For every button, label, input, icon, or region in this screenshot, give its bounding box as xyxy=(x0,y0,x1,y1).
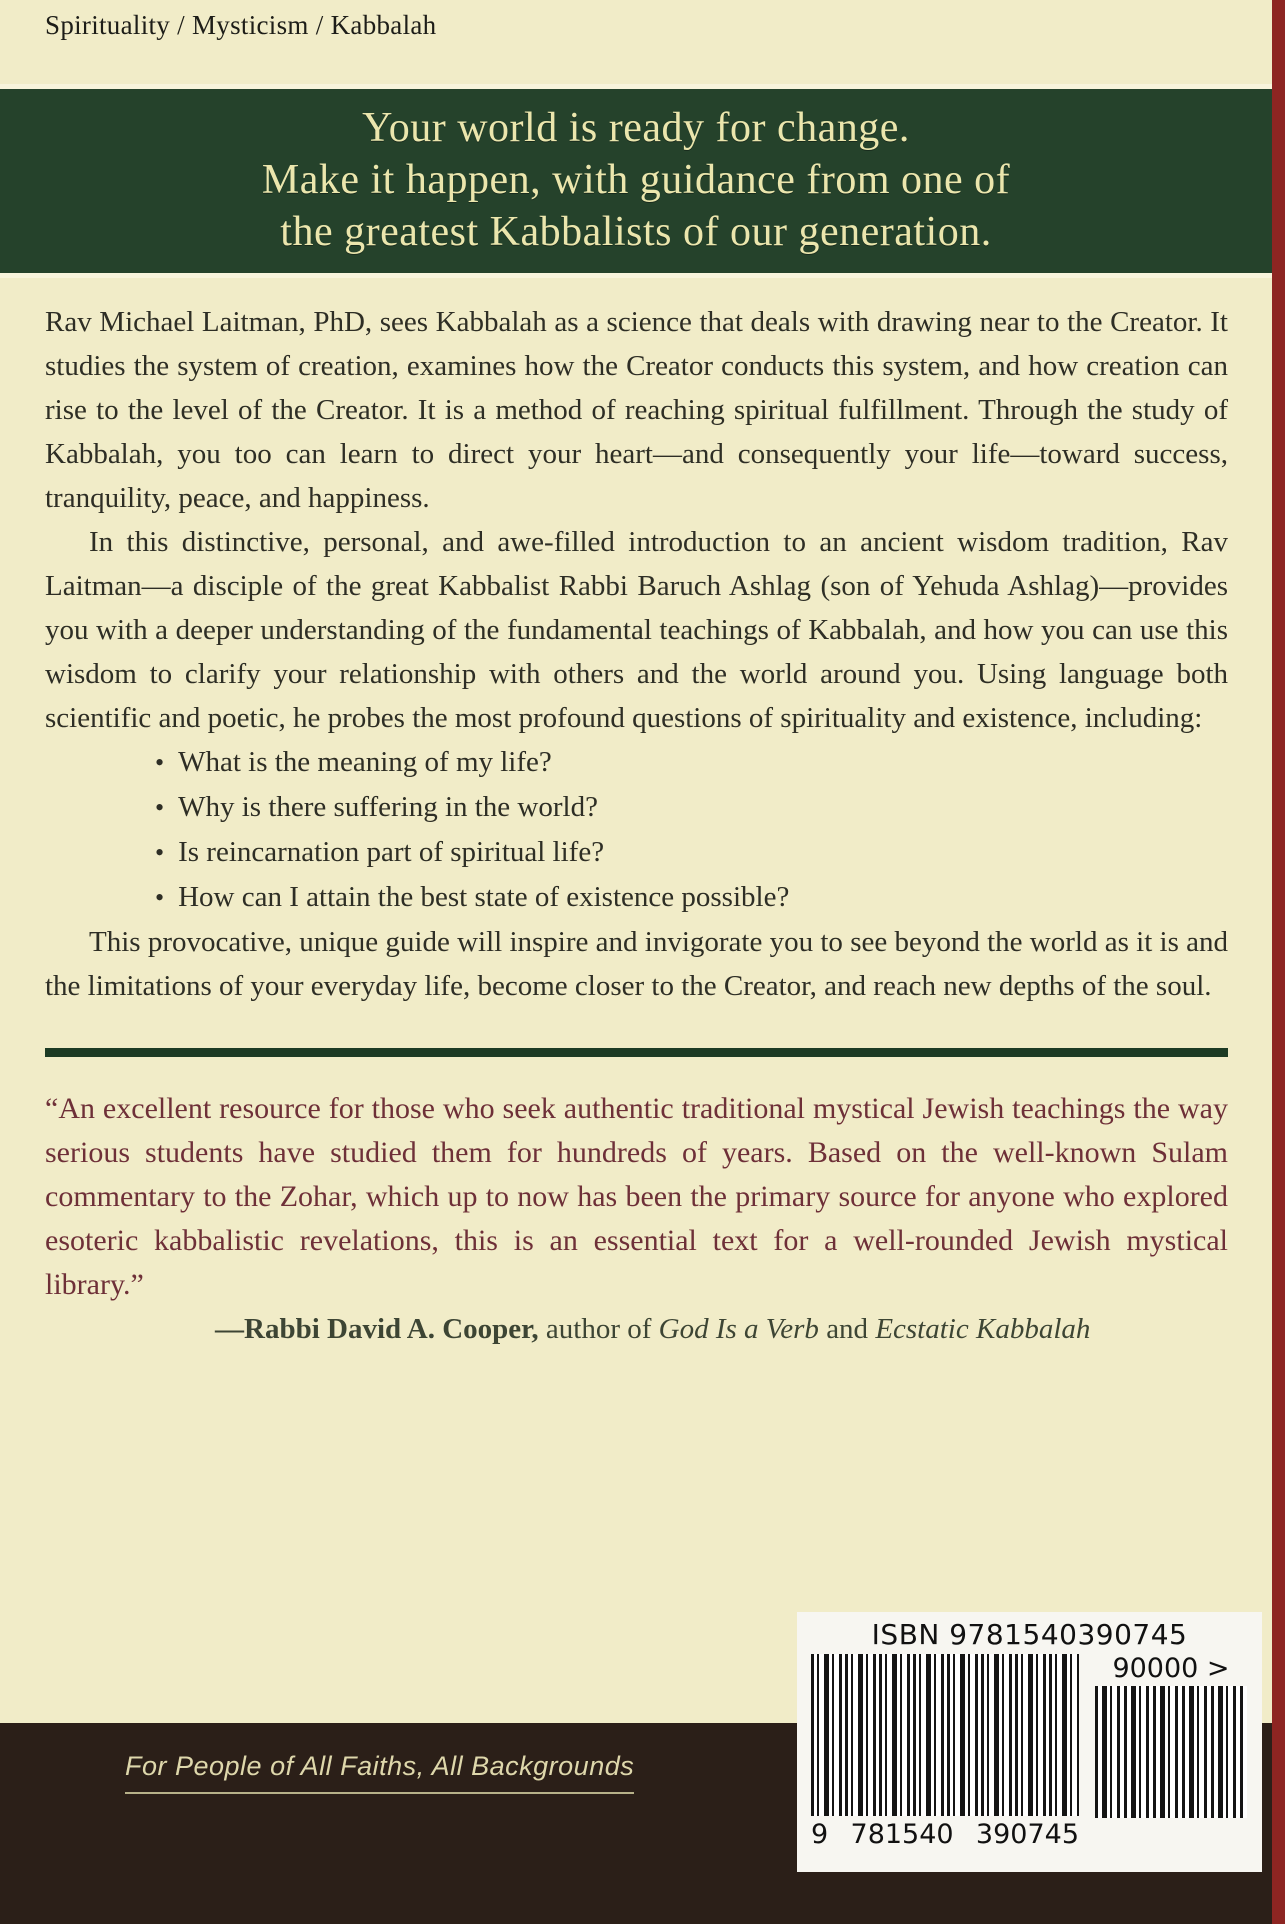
bullet-icon: • xyxy=(155,793,165,822)
reviewer-name: —Rabbi David A. Cooper, xyxy=(215,1313,539,1345)
reviewer-book-title-2: Ecstatic Kabbalah xyxy=(875,1313,1091,1345)
attribution-and: and xyxy=(818,1313,876,1345)
headline-line-1: Your world is ready for change. xyxy=(362,105,910,151)
barcode-bars-icon xyxy=(811,1654,1079,1816)
headline-line-3: the greatest Kabbalists of our generation. xyxy=(280,209,992,255)
headline-banner xyxy=(0,84,1272,278)
question-list xyxy=(45,740,1228,920)
headline-line-2: Make it happen, with guidance from one of xyxy=(261,157,1011,203)
isbn-number: ISBN 9781540390745 xyxy=(871,1618,1188,1651)
section-divider xyxy=(45,1048,1228,1057)
question-item xyxy=(155,830,1228,875)
description-closing-paragraph: This provocative, unique guide will inspire and invigorate you to see beyond the world as it is and the limitations of your everyday life, become closer to the Creator, and reach new depths of the soul. xyxy=(45,926,1228,1002)
barcode-digit-group: 9 xyxy=(811,1819,829,1850)
category-label: Spirituality / Mysticism / Kabbalah xyxy=(45,10,437,40)
description-section xyxy=(45,300,1228,1351)
barcode-label xyxy=(797,1612,1262,1872)
question-text: Is reincarnation part of spiritual life? xyxy=(178,836,605,868)
barcode-main xyxy=(811,1654,1079,1852)
question-item xyxy=(155,740,1228,785)
barcode-area xyxy=(811,1654,1248,1852)
question-text: What is the meaning of my life? xyxy=(178,746,552,778)
bullet-icon: • xyxy=(155,883,165,912)
description-paragraph-2: In this distinctive, personal, and awe-filled introduction to an ancient wisdom tradition, Rav Laitman—a disciple of the great Kabbalist Rabbi Baruch Ashlag (son of Yehuda Ashlag)—provides you with a deeper understanding of the fundamental teachings of Kabbalah, and how you can use this wisdom to clarify your relationship with others and the world around you. Using language both scientific and poetic, he probes the most profound questions of spirituality and existence, including: xyxy=(45,526,1228,734)
spine-edge xyxy=(1272,0,1285,1924)
price-code: 90000 > xyxy=(1112,1653,1230,1684)
barcode-digits xyxy=(811,1816,1079,1852)
barcode-digit-group: 781540 xyxy=(850,1819,954,1850)
description-paragraph-1: Rav Michael Laitman, PhD, sees Kabbalah as a science that deals with drawing near to the Creator. It studies the system of creation, examines how the Creator conducts this system, and how creation can rise to the level of the Creator. It is a method of reaching spiritual fulfillment. Through the study of Kabbalah, you too can learn to direct your heart—and consequently your life—toward success, tranquility, peace, and happiness. xyxy=(45,306,1228,514)
question-item xyxy=(155,785,1228,830)
footer-tagline: For People of All Faiths, All Backgrounds xyxy=(125,1751,634,1794)
barcode-supplement xyxy=(1095,1654,1247,1852)
reviewer-book-title-1: God Is a Verb xyxy=(658,1313,819,1345)
review-attribution xyxy=(45,1307,1228,1351)
review-quote: “An excellent resource for those who seek authentic traditional mystical Jewish teachings the way serious students have studied them for hundreds of years. Based on the well-known Sulam commentary to the Zohar, which up to now has been the primary source for anyone who explored esoteric kabbalistic revelations, this is an essential text for a well-rounded Jewish mystical library.” xyxy=(45,1092,1228,1301)
question-text: Why is there suffering in the world? xyxy=(178,791,598,823)
bullet-icon: • xyxy=(155,748,165,777)
attribution-author-of: author of xyxy=(538,1313,659,1345)
question-text: How can I attain the best state of existence possible? xyxy=(178,881,790,913)
barcode-digit-group: 390745 xyxy=(975,1819,1079,1850)
bullet-icon: • xyxy=(155,838,165,867)
question-item xyxy=(155,875,1228,920)
supplement-bars-icon xyxy=(1095,1686,1247,1818)
